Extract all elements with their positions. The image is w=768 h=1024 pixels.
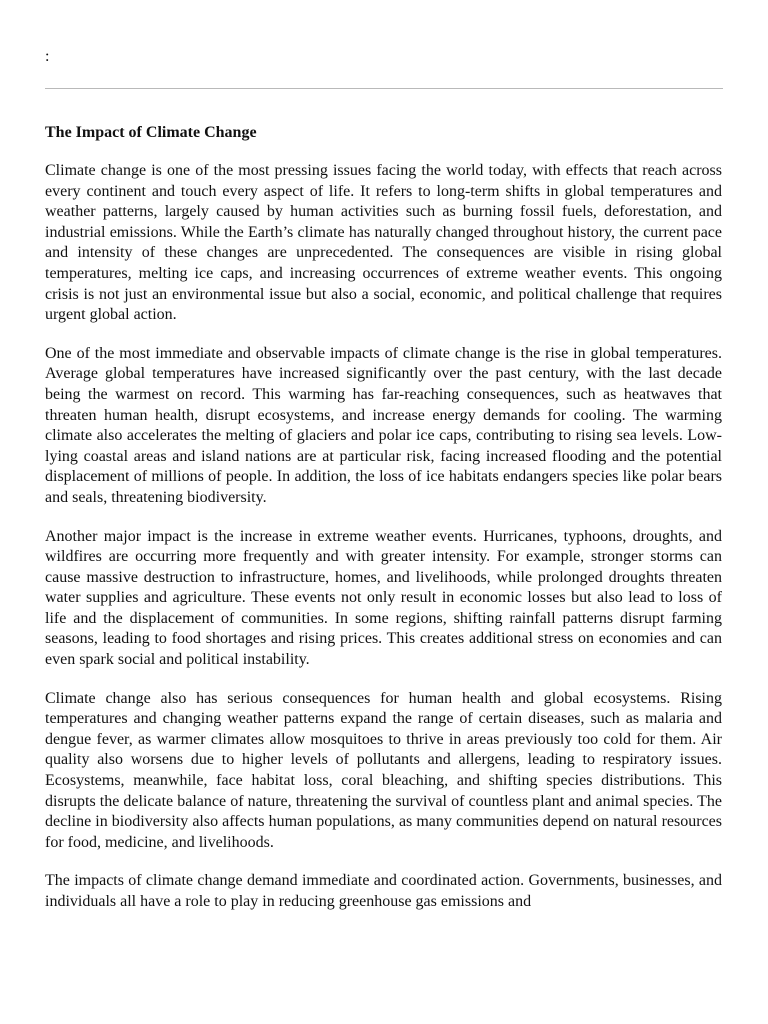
paragraph-extreme-weather: Another major impact is the increase in extreme weather events. Hurricanes, typhoons, droughts, and wildfires are occurring more frequently and with greater intensity. For example, stronger storms can cause massive destruction to infrastructure, homes, and livelihoods, while prolonged droughts threaten water supplies and agriculture. These events not only result in economic losses but also lead to loss of life and the displacement of communities. In some regions, shifting rainfall patterns disrupt farming seasons, leading to food shortages and rising prices. This creates additional stress on economies and can even spark social and political instability.: [45, 527, 722, 669]
paragraph-intro: Climate change is one of the most pressing issues facing the world today, with effects that reach across every continent and touch every aspect of life. It refers to long-term shifts in global temperatures and weather patterns, largely caused by human activities such as burning fossil fuels, deforestation, and industrial emissions. While the Earth’s climate has naturally changed throughout history, the current pace and intensity of these changes are unprecedented. The consequences are visible in rising global temperatures, melting ice caps, and increasing occurrences of extreme weather events. This ongoing crisis is not just an environmental issue but also a social, economic, and political challenge that requires urgent global action.: [45, 162, 722, 324]
paragraph-health-ecosystems: Climate change also has serious consequences for human health and global ecosystems. Rising temperatures and changing weather patterns expand the range of certain diseases, such as malaria and dengue fever, as warmer climates allow mosquitoes to thrive in areas previously too cold for them. Air quality also worsens due to higher levels of pollutants and allergens, leading to respiratory issues. Ecosystems, meanwhile, face habitat loss, coral bleaching, and shifting species distributions. This disrupts the delicate balance of nature, threatening the survival of countless plant and animal species. The decline in biodiversity also affects human populations, as many communities depend on natural resources for food, medicine, and livelihoods.: [45, 689, 722, 851]
paragraph-temperatures: One of the most immediate and observable impacts of climate change is the rise in global temperatures. Average global temperatures have increased significantly over the past century, with the last decade being the warmest on record. This warming has far-reaching consequences, such as heatwaves that threaten human health, disrupt ecosystems, and increase energy demands for cooling. The warming climate also accelerates the melting of glaciers and polar ice caps, contributing to rising sea levels. Low-lying coastal areas and island nations are at particular risk, facing increased flooding and the potential displacement of millions of people. In addition, the loss of ice habitats endangers species like polar bears and seals, threatening biodiversity.: [45, 344, 722, 506]
horizontal-divider: [45, 88, 723, 89]
document-title: The Impact of Climate Change: [45, 124, 257, 141]
paragraph-action: The impacts of climate change demand immediate and coordinated action. Governments, businesses, and individuals all have a role to play in reducing greenhouse gas emissions and: [45, 872, 722, 910]
header-mark: :: [45, 48, 50, 65]
document-body: [45, 122, 722, 931]
